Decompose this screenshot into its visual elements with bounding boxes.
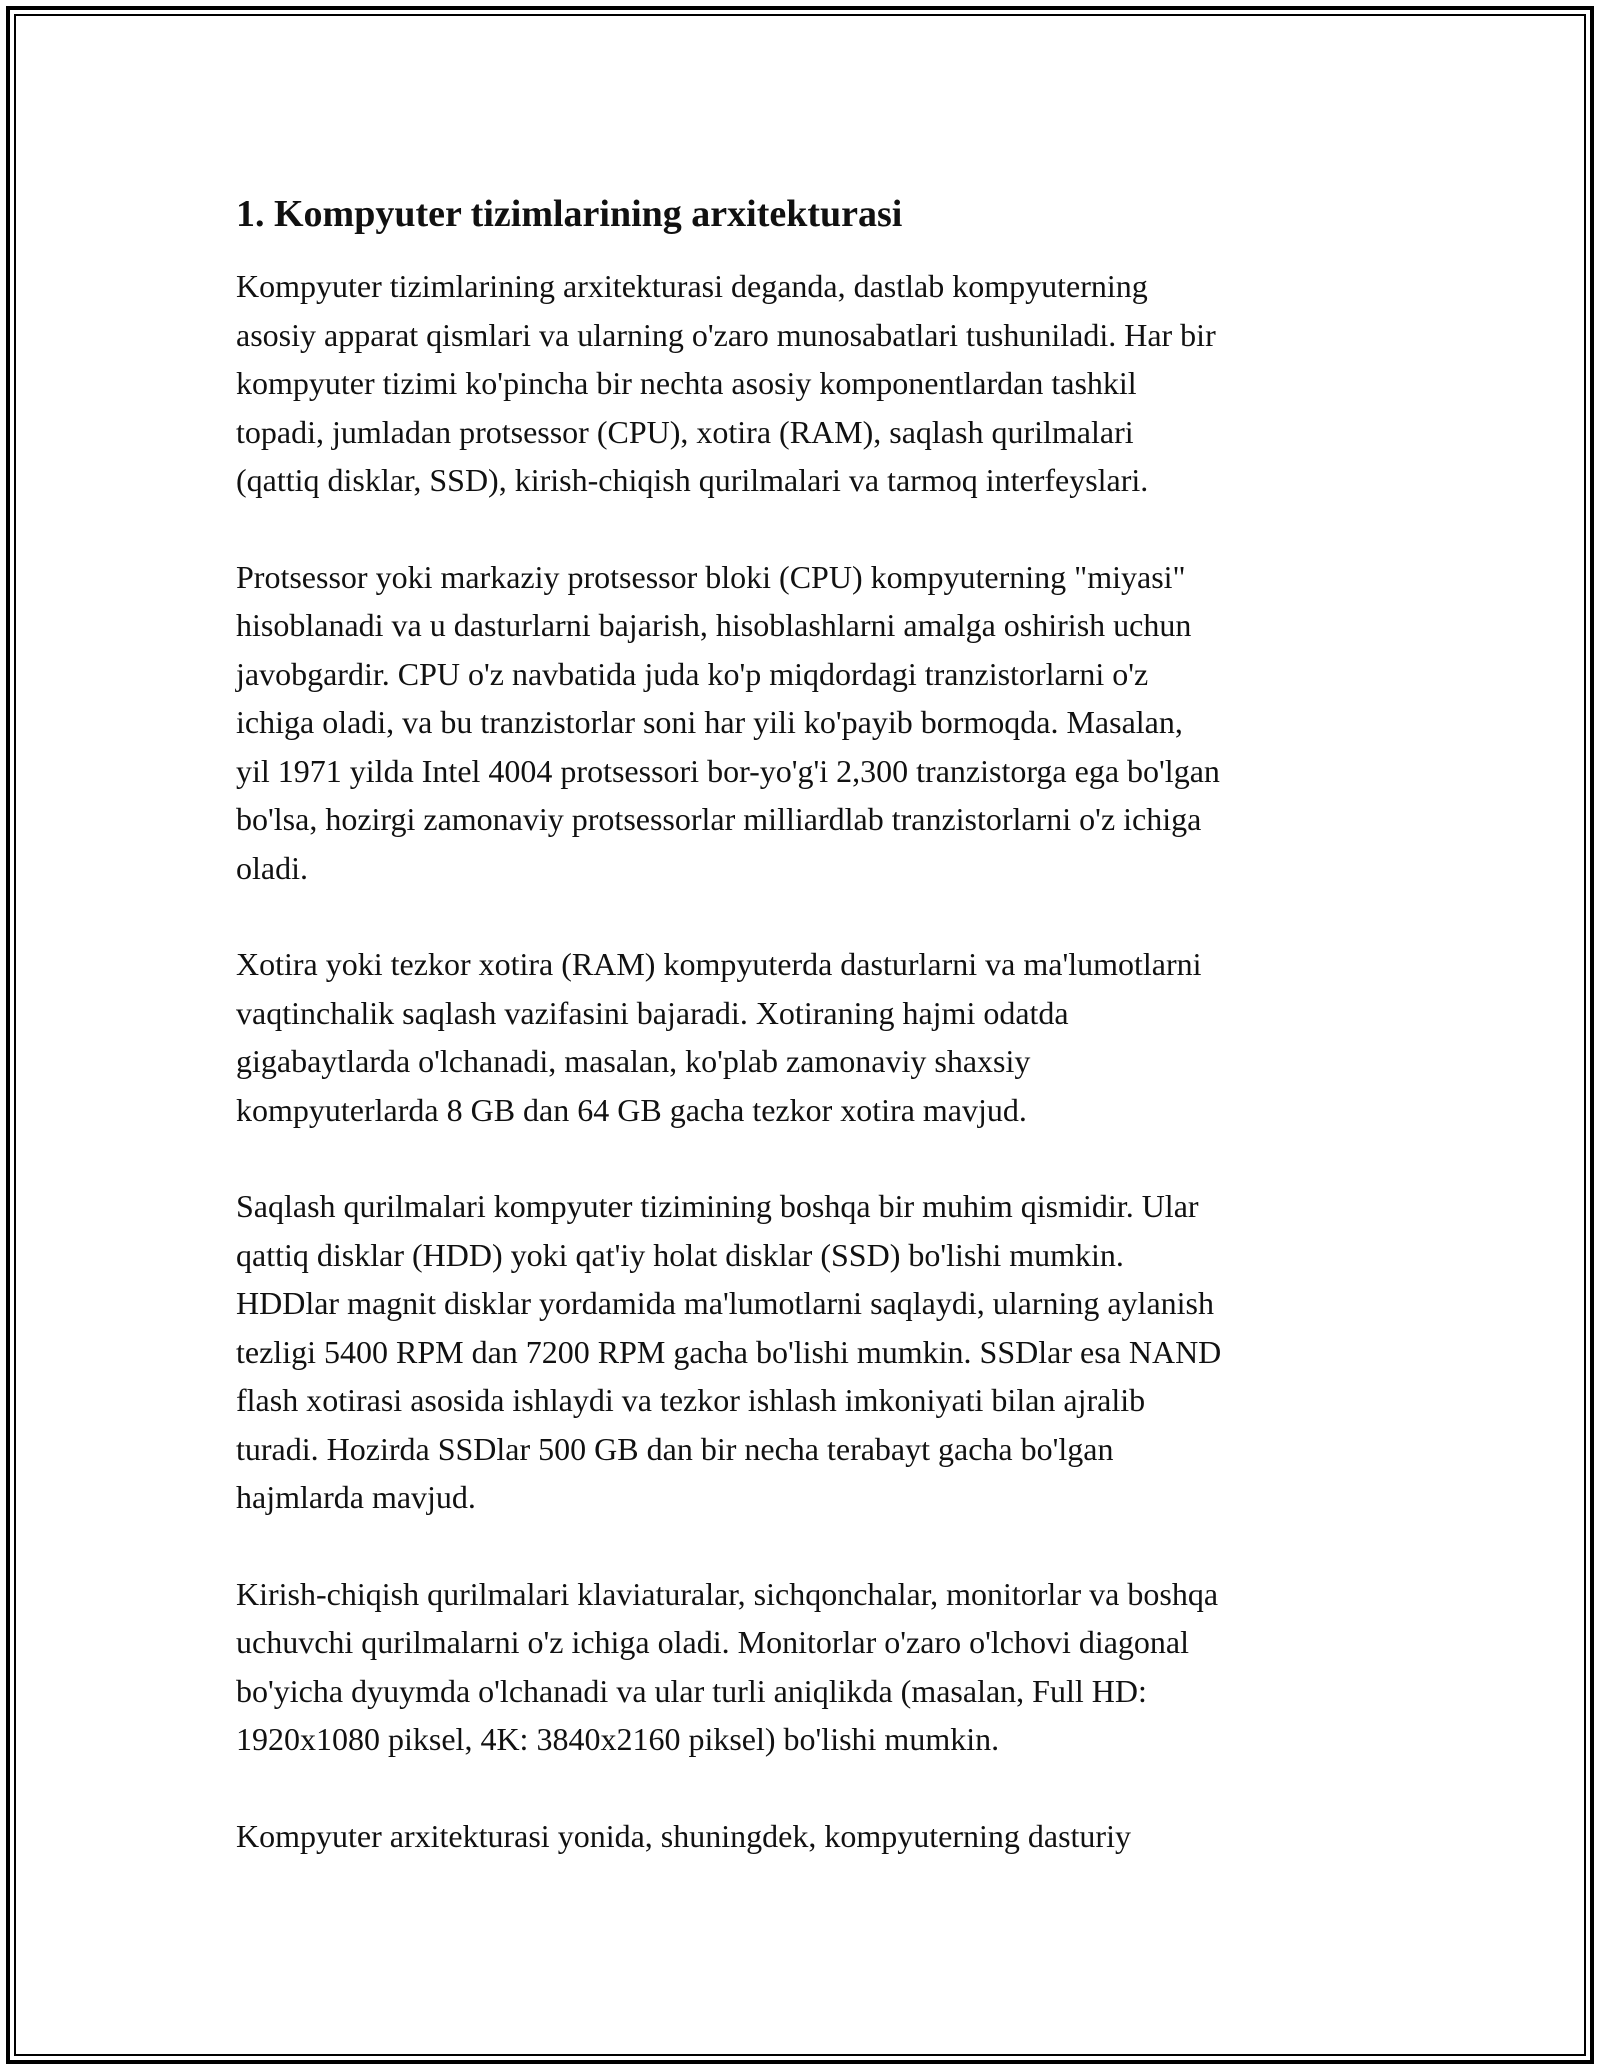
section-heading: 1. Kompyuter tizimlarining arxitekturasi xyxy=(236,193,903,235)
paragraph-software-start: Kompyuter arxitekturasi yonida, shuningdek, kompyuterning dasturiy xyxy=(236,1817,1131,1854)
paragraph-ram: Xotira yoki tezkor xotira (RAM) kompyuterda dasturlarni va ma'lumotlarni vaqtinchalik saqlash vazifasini bajaradi. Xotiraning hajmi odatda gigabaytlarda o'lchanadi, masalan, ko'plab zamonaviy shaxsiy kompyuterlarda 8 GB dan 64 GB gacha tezkor xotira mavjud. xyxy=(236,946,1202,1128)
paragraph-storage: Saqlash qurilmalari kompyuter tizimining boshqa bir muhim qismidir. Ular qattiq disklar (HDD) yoki qat'iy holat disklar (SSD) bo'lishi mumkin. HDDlar magnit disklar yordamida ma'lumotlarni saqlaydi, ularning aylanish tezligi 5400 RPM dan 7200 RPM gacha bo'lishi mumkin. SSDlar esa NAND flash xotirasi asosida ishlaydi va tezkor ishlash imkoniyati bilan ajralib turadi. Hozirda SSDlar 500 GB dan bir necha terabayt gacha bo'lgan hajmlarda mavjud. xyxy=(236,1188,1222,1515)
document-body xyxy=(236,190,1376,1908)
paragraph-cpu: Protsessor yoki markaziy protsessor bloki (CPU) kompyuterning "miyasi" hisoblanadi va u dasturlarni bajarish, hisoblashlarni amalga oshirish uchun javobgardir. CPU o'z navbatida juda ko'p miqdordagi tranzistorlarni o'z ichiga oladi, va bu tranzistorlar soni har yili ko'payib bormoqda. Masalan, yil 1971 yilda Intel 4004 protsessori bor-yo'g'i 2,300 tranzistorga ega bo'lgan bo'lsa, hozirgi zamonaviy protsessorlar milliardlab tranzistorlarni o'z ichiga oladi. xyxy=(236,558,1220,886)
paragraph-io-devices: Kirish-chiqish qurilmalari klaviaturalar, sichqonchalar, monitorlar va boshqa uchuvchi qurilmalarni o'z ichiga oladi. Monitorlar o'zaro o'lchovi diagonal bo'yicha dyuymda o'lchanadi va ular turli aniqlikda (masalan, Full HD: 1920x1080 piksel, 4K: 3840x2160 piksel) bo'lishi mumkin. xyxy=(236,1575,1219,1757)
paragraph-architecture-intro: Kompyuter tizimlarining arxitekturasi deganda, dastlab kompyuterning asosiy apparat qismlari va ularning o'zaro munosabatlari tushuniladi. Har bir kompyuter tizimi ko'pincha bir nechta asosiy komponentlardan tashkil topadi, jumladan protsessor (CPU), xotira (RAM), saqlash qurilmalari (qattiq disklar, SSD), kirish-chiqish qurilmalari va tarmoq interfeyslari. xyxy=(236,268,1216,498)
